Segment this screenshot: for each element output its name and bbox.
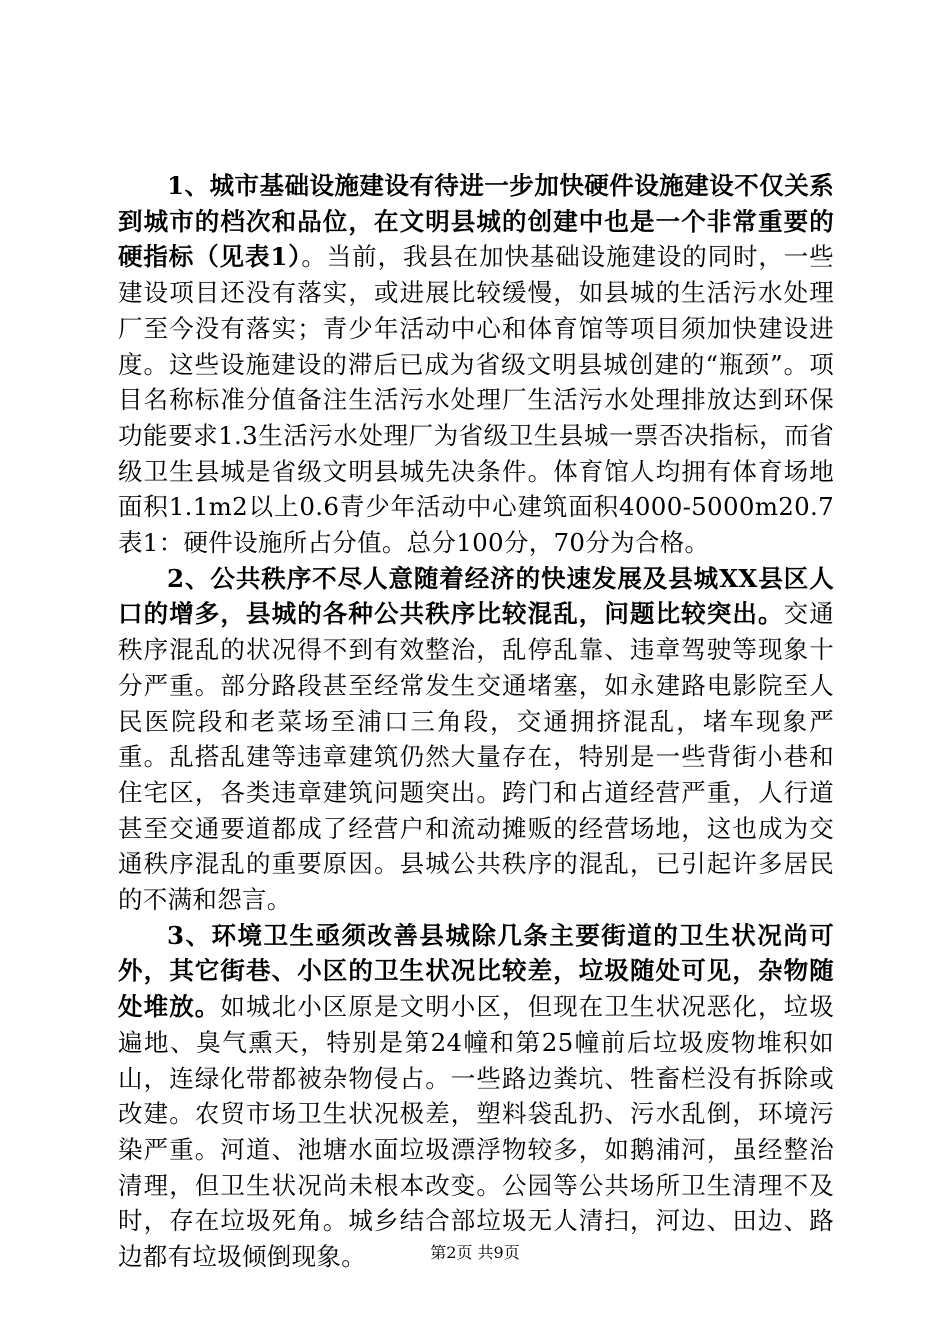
paragraph-sanitation xyxy=(118,918,834,1275)
paragraph-text: 。当前，我县在加快基础设施建设的同时，一些建设项目还没有落实，或进展比较缓慢，如县城的生活污水处理厂至今没有落实；青少年活动中心和体育馆等项目须加快建设进度。这些设施建设的滞后已成为省级文明县城创建的“瓶颈”。项目名称标准分值备注生活污水处理厂生活污水处理排放达到环保功能要求1.3生活污水处理厂为省级卫生县城一票否决指标，而省级卫生县城是省级文明县城先决条件。体育馆人均拥有体育场地面积1.1m2以上0.6青少年活动中心建筑面积4000-5000m20.7表1：硬件设施所占分值。总分100分，70分为合格。 xyxy=(118,242,834,558)
paragraph-infrastructure xyxy=(118,168,834,561)
paragraph-text: 如城北小区原是文明小区，但现在卫生状况恶化，垃圾遍地、臭气熏天，特别是第24幢和第25幢前后垃圾废物堆积如山，连绿化带都被杂物侵占。一些路边粪坑、牲畜栏没有拆除或改建。农贸市场卫生状况极差，塑料袋乱扔、污水乱倒，环境污染严重。河道、池塘水面垃圾漂浮物较多，如鹅浦河，虽经整治清理，但卫生状况尚未根本改变。公园等公共场所卫生清理不及时，存在垃圾死角。城乡结合部垃圾无人清扫，河边、田边、路边都有垃圾倾倒现象。 xyxy=(118,992,834,1272)
page-number-footer: 第2页 共9页 xyxy=(430,1243,520,1262)
paragraph-public-order xyxy=(118,561,834,918)
paragraph-lead: 2、公共秩序不尽人意随着经济的快速发展及县城XX县区人口的增多，县城的各种公共秩序比较混乱，问题比较突出。 xyxy=(118,563,834,629)
paragraph-lead: 3、环境卫生亟须改善县城除几条主要街道的卫生状况尚可外，其它街巷、小区的卫生状况比较差，垃圾随处可见，杂物随处堆放。 xyxy=(118,920,834,1022)
paragraph-lead: 1、城市基础设施建设有待进一步加快硬件设施建设不仅关系到城市的档次和品位，在文明县城的创建中也是一个非常重要的硬指标（见表1） xyxy=(118,171,834,272)
document-body xyxy=(118,168,834,1275)
paragraph-text: 交通秩序混乱的状况得不到有效整治，乱停乱靠、违章驾驶等现象十分严重。部分路段甚至经常发生交通堵塞，如永建路电影院至人民医院段和老菜场至浦口三角段，交通拥挤混乱，堵车现象严重。乱搭乱建等违章建筑仍然大量存在，特别是一些背街小巷和住宅区，各类违章建筑问题突出。跨门和占道经营严重，人行道甚至交通要道都成了经营户和流动摊贩的经营场地，这也成为交通秩序混乱的重要原因。县城公共秩序的混乱，已引起许多居民的不满和怨言。 xyxy=(118,599,834,915)
